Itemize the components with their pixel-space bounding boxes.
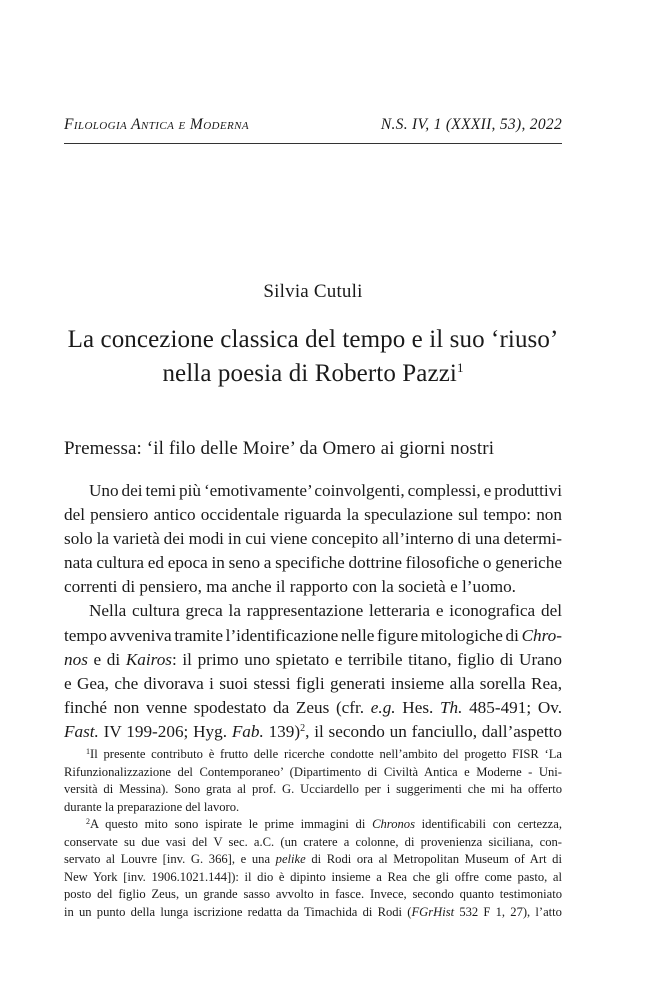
footnotes <box>64 746 562 921</box>
text-run: solo la varietà dei modi in cui viene concepito all’interno di una determi- <box>64 529 562 549</box>
text-run <box>86 746 562 764</box>
body-line <box>64 551 562 575</box>
author-name: Silvia Cutuli <box>263 281 363 302</box>
footnote-line <box>64 834 562 852</box>
text-run: Uno dei temi più ‘emotivamente’ coinvolgenti, complessi, e produttivi <box>89 481 562 500</box>
footnote-line <box>64 764 562 782</box>
text-run: servato al Louvre [inv. G. 366], e una <box>64 852 276 866</box>
body-line <box>64 479 562 503</box>
text-run: e Gea, che divorava i suoi stessi figli generati insieme alla sorella Rea, <box>64 673 562 693</box>
text-run: versità di Messina). Sono grata al prof. G. Ucciardello per i suggerimenti che mi ha offerto <box>64 782 562 796</box>
body-line <box>64 648 562 672</box>
italic-run: nos <box>64 649 88 669</box>
italic-run: e.g. <box>370 697 396 717</box>
text-run: : il primo uno spietato e terribile titano, figlio di Urano <box>171 649 563 669</box>
text-run: finché non venne spodestato da Zeus (cfr. <box>64 697 371 717</box>
footnote-line <box>64 886 562 904</box>
footnote-ref: 2 <box>300 722 306 734</box>
text-run: posto del figlio Zeus, un grande sasso avvolto in fasce. Invece, secondo quanto testimoniato <box>64 887 562 901</box>
text-run: Rifunzionalizzazione del Contemporaneo’ (Dipartimento di Civiltà Antica e Moderne - Uni- <box>64 764 562 779</box>
italic-run: pelike <box>275 852 306 866</box>
text-run: , il secondo un fanciullo, dall’aspetto <box>305 721 562 741</box>
text-run: New York [inv. 1906.1021.144]): il dio è dipinto insieme a Rea che gli offre come pasto, al <box>64 869 562 884</box>
text-run: e di <box>87 649 126 669</box>
italic-run: Kairos <box>125 649 172 669</box>
text-run <box>64 904 562 922</box>
text-run: durante la preparazione del lavoro. <box>64 799 240 814</box>
text-run: nata cultura ed epoca in seno a specifiche dottrine filosofiche o generiche <box>64 553 562 573</box>
footnote-line <box>64 851 562 869</box>
header-rule <box>64 143 562 144</box>
text-run: del pensiero antico occidentale riguarda la speculazione sul tempo: non <box>64 505 562 525</box>
footnote-line <box>64 904 562 922</box>
footnote-number: 2 <box>86 817 90 826</box>
text-run <box>64 624 562 648</box>
body-line <box>64 672 562 696</box>
body-line <box>64 575 562 599</box>
body-line <box>64 503 562 527</box>
body-text <box>64 479 562 744</box>
text-run: tempo avveniva tramite l’identificazione nelle figure mitologiche di <box>64 625 522 645</box>
text-run: in un punto della lunga iscrizione redatta da Timachida di Rodi ( <box>64 904 412 919</box>
footnote-line <box>64 799 562 817</box>
body-line <box>64 599 562 623</box>
footnote-line <box>64 781 562 799</box>
text-run <box>86 816 562 834</box>
body-line <box>64 624 562 648</box>
footnote-line <box>64 816 562 834</box>
text-run: IV 199-206; Hyg. <box>98 721 232 741</box>
article-title <box>64 323 562 391</box>
text-run: Il presente contributo è frutto delle ricerche condotte nell’ambito del progetto FISR ‘La <box>90 747 562 761</box>
text-run <box>64 696 562 720</box>
body-line <box>64 527 562 551</box>
title-line-2-text: nella poesia di Roberto Pazzi <box>162 360 457 387</box>
running-header <box>64 116 562 140</box>
text-run <box>64 648 562 672</box>
text-run: Hes. <box>395 697 440 717</box>
body-line <box>64 696 562 720</box>
italic-run: Chro- <box>521 625 562 645</box>
footnote-number: 1 <box>86 747 90 756</box>
italic-run: FGrHist <box>411 904 455 919</box>
footnote-line <box>64 869 562 887</box>
italic-run: Fab. <box>231 721 264 741</box>
text-run <box>64 720 562 744</box>
journal-title: Filologia Antica e Moderna <box>64 116 249 133</box>
text-run: 485-491; Ov. <box>462 697 563 717</box>
footnote-line <box>64 746 562 764</box>
issue-info: N.S. IV, 1 (XXXII, 53), 2022 <box>380 116 562 133</box>
text-run: 139) <box>263 721 301 741</box>
title-line-1: La concezione classica del tempo e il suo ‘riuso’ <box>67 326 559 353</box>
text-run: identificabili con certezza, <box>414 817 562 831</box>
italic-run: Chronos <box>372 817 415 831</box>
text-run: conservate su due vasi del V sec. a.C. (un cratere a colonne, di provenienza siciliana, con- <box>64 834 562 849</box>
text-run <box>64 851 562 869</box>
title-line-2 <box>64 357 562 391</box>
text-run: Nella cultura greca la rappresentazione letteraria e iconografica del <box>89 601 562 621</box>
text-run: correnti di pensiero, ma anche il rapporto con la società e l’uomo. <box>64 577 516 597</box>
title-footnote-mark: 1 <box>456 360 464 375</box>
section-heading: Premessa: ‘il filo delle Moire’ da Omero ai giorni nostri <box>64 438 495 459</box>
text-run: A questo mito sono ispirate le prime immagini di <box>90 817 373 831</box>
italic-run: Th. <box>439 697 463 717</box>
text-run: di Rodi ora al Metropolitan Museum of Art di <box>305 852 562 866</box>
body-line <box>64 720 562 744</box>
italic-run: Fast. <box>64 721 99 741</box>
text-run: 532 F 1, 27), l’atto <box>454 904 562 919</box>
